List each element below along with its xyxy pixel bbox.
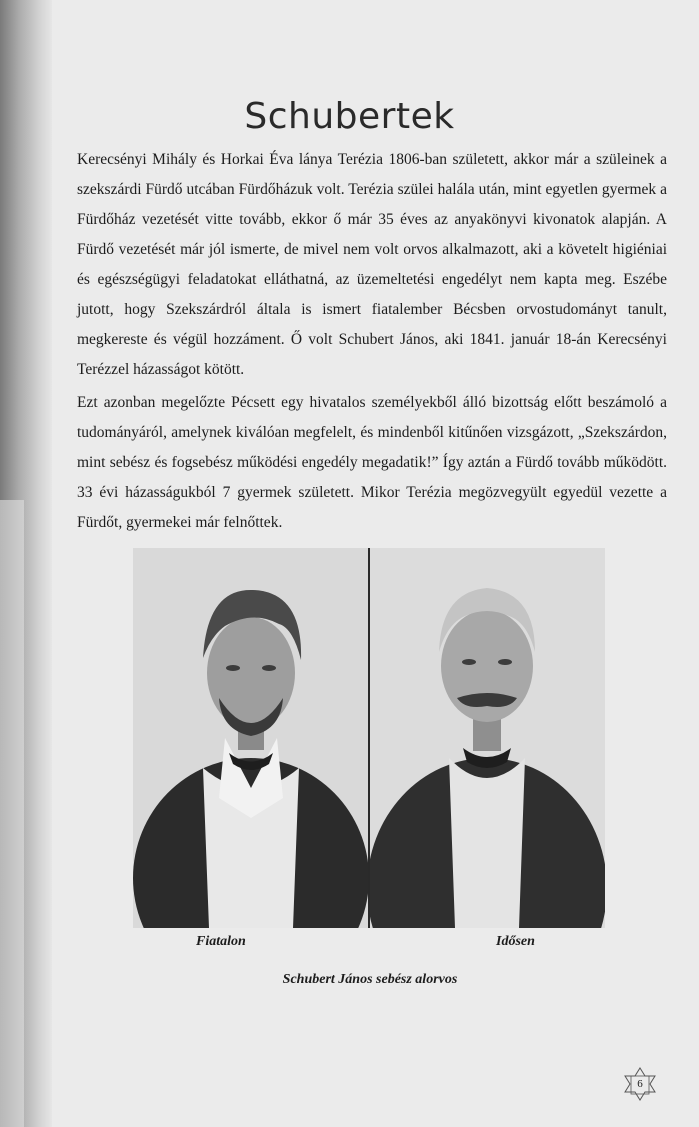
page-number: 6	[637, 1078, 643, 1090]
portrait-old	[369, 548, 605, 928]
caption-old: Idősen	[496, 934, 535, 949]
paragraph-2: Ezt azonban megelőzte Pécsett egy hivatalos személyekből álló bizottság előtt beszámoló a tudományáról, amelynek kiválóan megfelelt, és mindenből kitűnően vizsgázott, „Szekszárdon, mint sebész és fogsebész működési engedély megadatik!” Így aztán a Fürdő tovább működött. 33 évi házasságukból 7 gyermek született. Mikor Terézia megözvegyült egyedül vezette a Fürdőt, gyermekei már felnőttek.	[77, 394, 667, 531]
page-title: Schubertek	[244, 96, 455, 138]
caption-main: Schubert János sebész alorvos	[282, 972, 458, 987]
page-gutter-notch	[0, 500, 24, 1127]
portrait-photos	[133, 548, 605, 928]
caption-young: Fiatalon	[196, 934, 246, 949]
photo-divider	[368, 548, 370, 928]
paragraph-1: Kerecsényi Mihály és Horkai Éva lánya Terézia 1806-ban született, akkor már a szüleinek a szekszárdi Fürdő utcában Fürdőházuk volt. Terézia szülei halála után, mint egyetlen gyermek a Fürdőház vezetését vitte tovább, ekkor ő már 35 éves az anyakönyvi kivonatok alapján. A Fürdő vezetését már jól ismerte, de mivel nem volt orvos alkalmazott, aki a követelt higiéniai és egészségügyi feladatokat elláthatná, az üzemeltetési engedélyt nem kapta meg. Eszébe jutott, hogy Szekszárdról általa is ismert fiatalember Bécsben orvostudományt tanult, megkereste és végül hozzáment. Ő volt Schubert János, aki 1841. január 18-án Kerecsényi Terézzel házasságot kötött.	[77, 151, 667, 378]
portrait-young	[133, 548, 369, 928]
page-number-ornament	[620, 1066, 660, 1106]
